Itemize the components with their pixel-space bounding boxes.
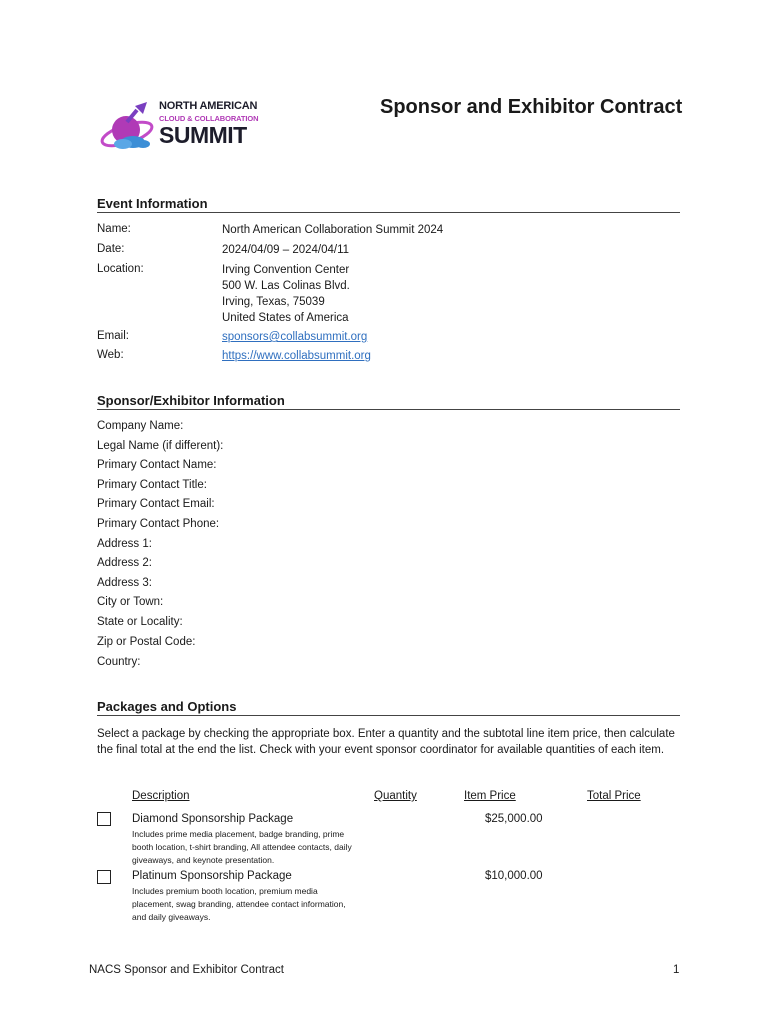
sponsor-field-label: Address 1:: [97, 538, 152, 550]
event-web-label: Web:: [97, 349, 124, 361]
packages-heading: Packages and Options: [97, 699, 680, 716]
column-header-total-price: Total Price: [587, 790, 641, 802]
event-name-label: Name:: [97, 223, 131, 235]
event-location-line: United States of America: [222, 312, 349, 324]
sponsor-field-label: Company Name:: [97, 420, 184, 432]
sponsor-field-label: Country:: [97, 656, 141, 668]
event-location-line: 500 W. Las Colinas Blvd.: [222, 280, 350, 292]
event-location-line: Irving, Texas, 75039: [222, 296, 325, 308]
packages-instructions: Select a package by checking the appropriate box. Enter a quantity and the subtotal line item price, then calculate the final total at the end the list. Check with your event sponsor coordinator for available quantities of each item.: [97, 728, 675, 756]
diamond-package-checkbox[interactable]: [97, 812, 111, 826]
sponsor-info-heading: Sponsor/Exhibitor Information: [97, 393, 680, 410]
event-email-label: Email:: [97, 330, 129, 342]
column-header-quantity: Quantity: [374, 790, 417, 802]
package-name: Diamond Sponsorship Package: [132, 813, 294, 825]
column-header-item-price: Item Price: [464, 790, 516, 802]
event-info-heading: Event Information: [97, 196, 680, 213]
column-header-description: Description: [132, 790, 190, 802]
logo-text-line1: NORTH AMERICAN: [159, 100, 258, 112]
package-item-price: $25,000.00: [485, 813, 543, 825]
package-item-price: $10,000.00: [485, 870, 543, 882]
sponsor-field-label: Primary Contact Title:: [97, 479, 207, 491]
document-title: Sponsor and Exhibitor Contract: [380, 96, 683, 118]
event-name-value: North American Collaboration Summit 2024: [222, 224, 444, 236]
sponsor-field-label: Address 2:: [97, 557, 152, 569]
logo-text-line2: CLOUD & COLLABORATION: [159, 114, 259, 123]
event-date-value: 2024/04/09 – 2024/04/11: [222, 244, 350, 256]
platinum-package-checkbox[interactable]: [97, 870, 111, 884]
sponsor-field-label: Primary Contact Phone:: [97, 518, 220, 530]
package-description: Includes premium booth location, premium media placement, swag branding, attendee contact information, and daily giveaways.: [132, 886, 346, 922]
sponsor-field-label: State or Locality:: [97, 616, 183, 628]
logo-text-line3: SUMMIT: [159, 122, 247, 148]
package-description: Includes prime media placement, badge branding, prime booth location, t-shirt branding, All attendee contacts, daily giveaways, and keynote presentation.: [132, 829, 352, 865]
rocket-cloud-icon: [97, 100, 157, 152]
event-location-line: Irving Convention Center: [222, 264, 350, 276]
sponsor-field-label: Address 3:: [97, 577, 152, 589]
event-email-link[interactable]: sponsors@collabsummit.org: [222, 331, 368, 343]
event-location-label: Location:: [97, 263, 144, 275]
summit-logo: [97, 96, 267, 156]
sponsor-field-label: Primary Contact Name:: [97, 459, 217, 471]
footer-page-number: 1: [673, 964, 680, 976]
package-name: Platinum Sponsorship Package: [132, 870, 292, 882]
sponsor-field-label: City or Town:: [97, 596, 164, 608]
event-web-link[interactable]: https://www.collabsummit.org: [222, 350, 371, 362]
sponsor-field-label: Zip or Postal Code:: [97, 636, 196, 648]
footer-document-name: NACS Sponsor and Exhibitor Contract: [89, 964, 284, 976]
event-date-label: Date:: [97, 243, 125, 255]
sponsor-field-label: Legal Name (if different):: [97, 440, 224, 452]
sponsor-field-label: Primary Contact Email:: [97, 498, 215, 510]
